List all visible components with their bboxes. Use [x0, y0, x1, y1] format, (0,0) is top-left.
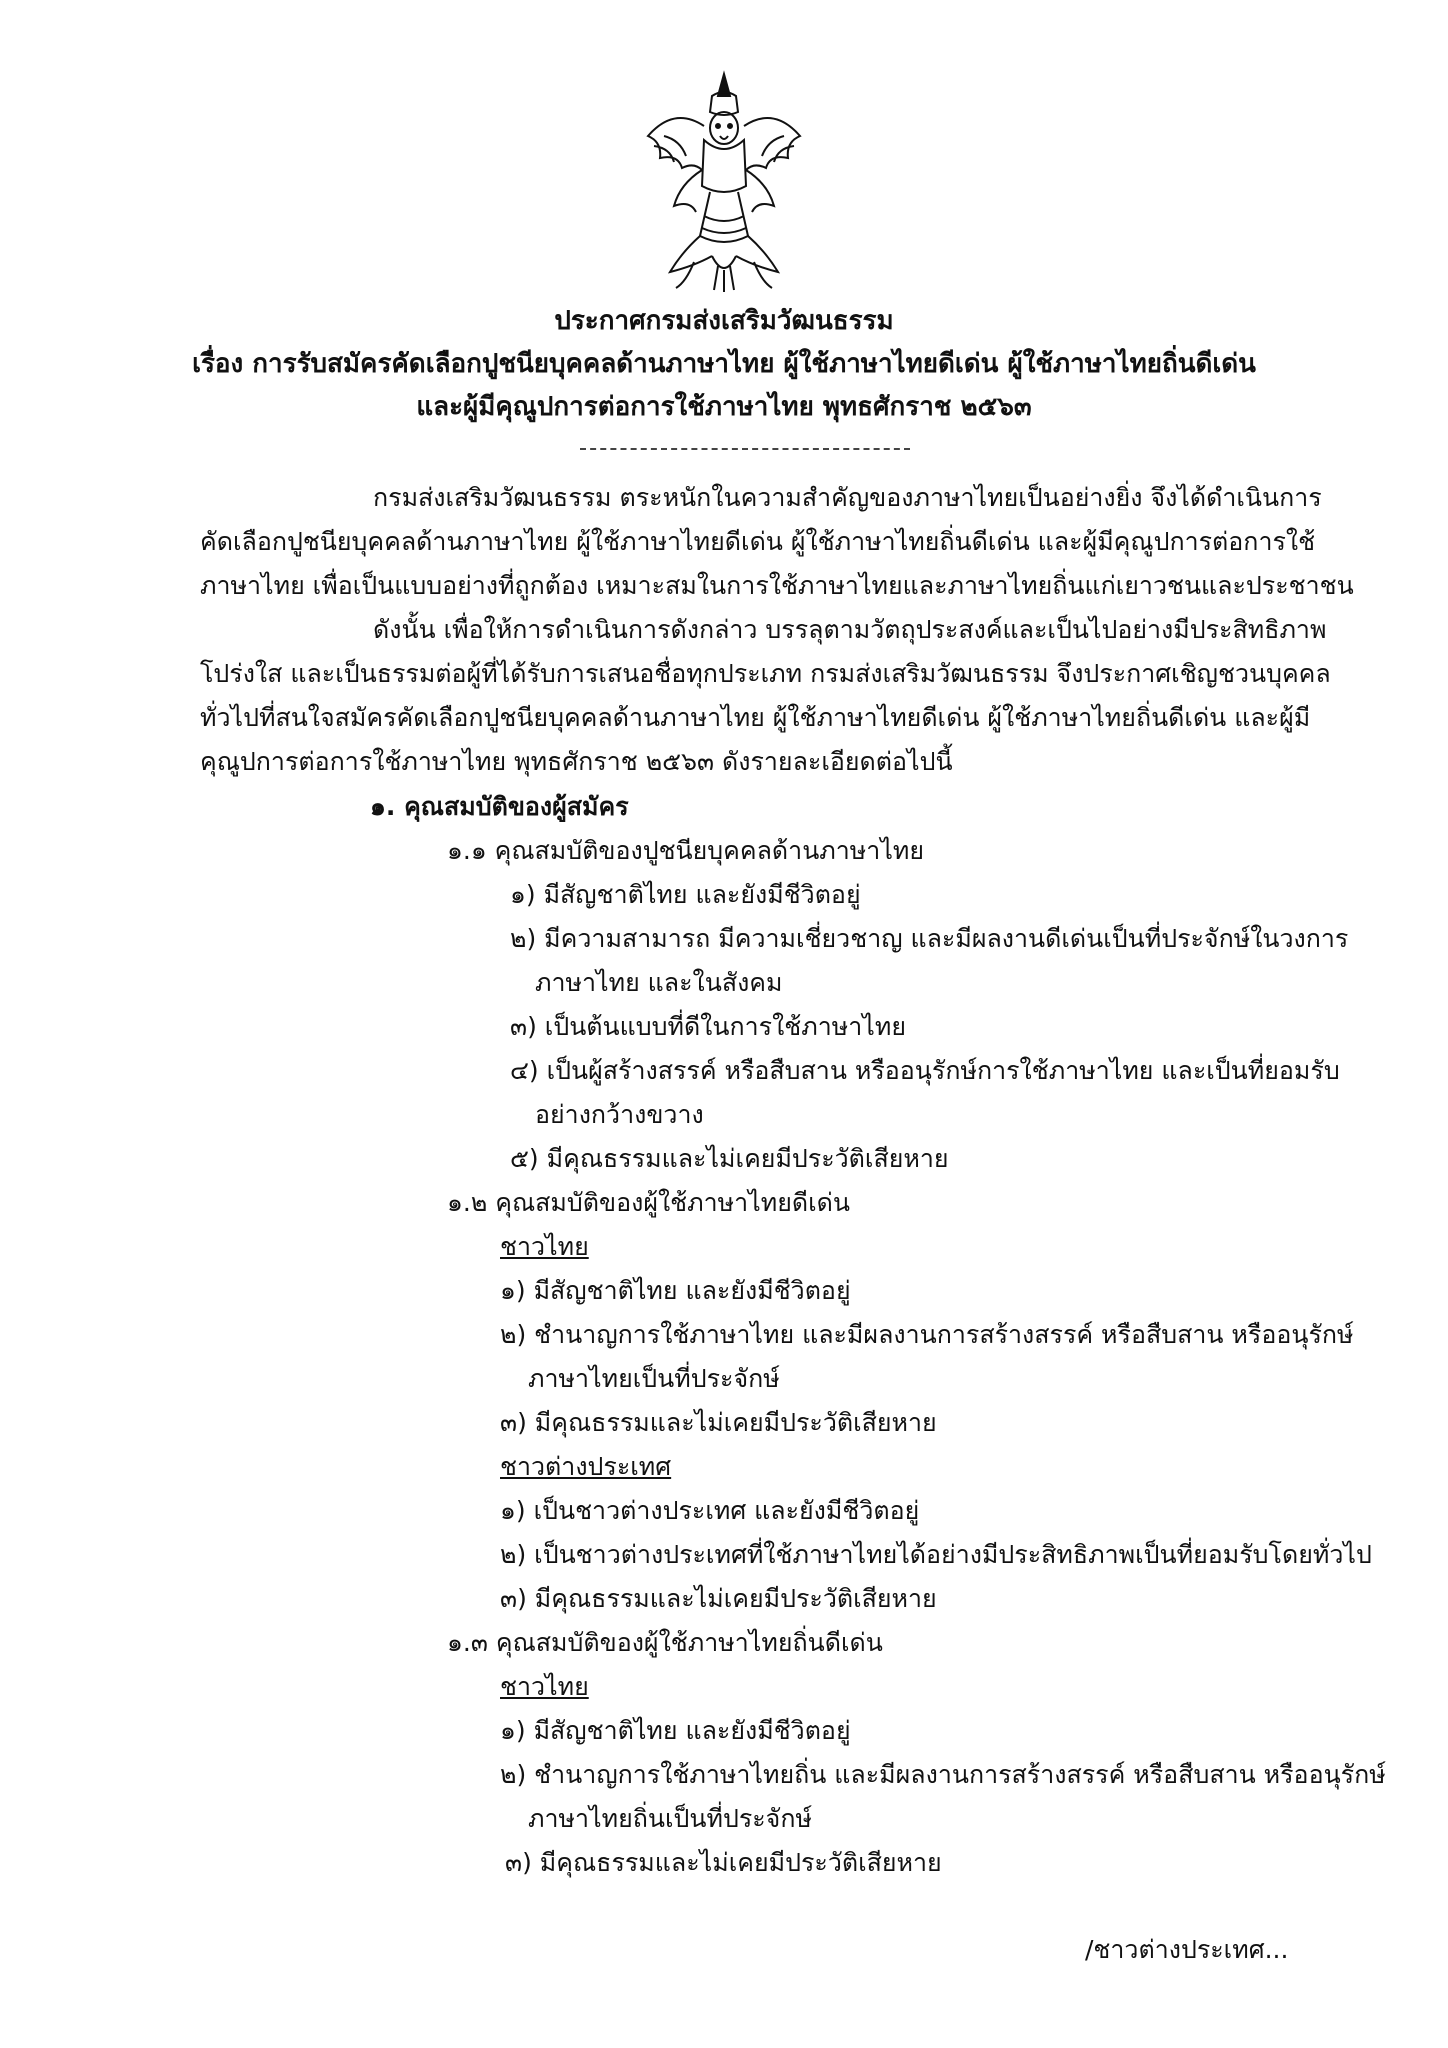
intro-line-2: คัดเลือกปูชนียบุคคลด้านภาษาไทย ผู้ใช้ภาษาไทยดีเด่น ผู้ใช้ภาษาไทยถิ่นดีเด่น และผู้มีคุณูปการต่อการใช้	[200, 527, 1316, 556]
intro-line-5: โปร่งใส และเป็นธรรมต่อผู้ที่ได้รับการเสนอชื่อทุกประเภท กรมส่งเสริมวัฒนธรรม จึงประกาศเชิญชวนบุคคล	[200, 659, 1331, 688]
list-item: ๕) มีคุณธรรมและไม่เคยมีประวัติเสียหาย	[510, 1144, 949, 1173]
announcement-title: ประกาศกรมส่งเสริมวัฒนธรรม	[554, 306, 894, 336]
list-item: ๑) มีสัญชาติไทย และยังมีชีวิตอยู่	[500, 1276, 851, 1305]
list-item-cont: อย่างกว้างขวาง	[535, 1100, 704, 1129]
announcement-subject: เรื่อง การรับสมัครคัดเลือกปูชนียบุคคลด้านภาษาไทย ผู้ใช้ภาษาไทยดีเด่น ผู้ใช้ภาษาไทยถิ่นดีเด่น	[192, 349, 1256, 379]
list-item-cont: ภาษาไทยเป็นที่ประจักษ์	[528, 1364, 780, 1393]
list-item: ๒) มีความสามารถ มีความเชี่ยวชาญ และมีผลงานดีเด่นเป็นที่ประจักษ์ในวงการ	[510, 924, 1349, 953]
continuation-note: /ชาวต่างประเทศ...	[1085, 1935, 1289, 1964]
list-item: ๔) เป็นผู้สร้างสรรค์ หรือสืบสาน หรืออนุรักษ์การใช้ภาษาไทย และเป็นที่ยอมรับ	[510, 1056, 1340, 1085]
list-item: ๑) มีสัญชาติไทย และยังมีชีวิตอยู่	[500, 1716, 851, 1745]
list-item-cont: ภาษาไทย และในสังคม	[535, 968, 783, 997]
intro-line-1: กรมส่งเสริมวัฒนธรรม ตระหนักในความสำคัญของภาษาไทยเป็นอย่างยิ่ง จึงได้ดำเนินการ	[373, 483, 1322, 512]
list-item: ๓) เป็นต้นแบบที่ดีในการใช้ภาษาไทย	[510, 1012, 906, 1041]
garuda-emblem	[634, 66, 814, 296]
group-label-thai: ชาวไทย	[500, 1232, 589, 1261]
group-label-foreign: ชาวต่างประเทศ	[500, 1452, 672, 1481]
announcement-subject-cont: และผู้มีคุณูปการต่อการใช้ภาษาไทย พุทธศักราช ๒๕๖๓	[416, 392, 1032, 422]
list-item: ๓) มีคุณธรรมและไม่เคยมีประวัติเสียหาย	[500, 1584, 937, 1613]
intro-line-4: ดังนั้น เพื่อให้การดำเนินการดังกล่าว บรรลุตามวัตถุประสงค์และเป็นไปอย่างมีประสิทธิภาพ	[373, 615, 1327, 644]
list-item: ๑) เป็นชาวต่างประเทศ และยังมีชีวิตอยู่	[500, 1496, 920, 1525]
group-label-thai: ชาวไทย	[500, 1672, 589, 1701]
intro-line-6: ทั่วไปที่สนใจสมัครคัดเลือกปูชนียบุคคลด้านภาษาไทย ผู้ใช้ภาษาไทยดีเด่น ผู้ใช้ภาษาไทยถิ่นดีเด่น และผู้มี	[200, 703, 1311, 732]
list-item-cont: ภาษาไทยถิ่นเป็นที่ประจักษ์	[528, 1804, 812, 1833]
list-item: ๒) ชำนาญการใช้ภาษาไทย และมีผลงานการสร้างสรรค์ หรือสืบสาน หรืออนุรักษ์	[500, 1320, 1354, 1349]
intro-line-3: ภาษาไทย เพื่อเป็นแบบอย่างที่ถูกต้อง เหมาะสมในการใช้ภาษาไทยและภาษาไทยถิ่นแก่เยาวชนและประชาชน	[200, 571, 1354, 600]
heading-divider	[580, 448, 910, 450]
section-1-2-title: ๑.๒ คุณสมบัติของผู้ใช้ภาษาไทยดีเด่น	[447, 1188, 850, 1217]
section-1-title: ๑. คุณสมบัติของผู้สมัคร	[370, 792, 629, 821]
section-1-3-title: ๑.๓ คุณสมบัติของผู้ใช้ภาษาไทยถิ่นดีเด่น	[447, 1628, 883, 1657]
list-item: ๒) เป็นชาวต่างประเทศที่ใช้ภาษาไทยได้อย่างมีประสิทธิภาพเป็นที่ยอมรับโดยทั่วไป	[500, 1540, 1372, 1569]
section-1-1-title: ๑.๑ คุณสมบัติของปูชนียบุคคลด้านภาษาไทย	[447, 836, 925, 865]
list-item: ๓) มีคุณธรรมและไม่เคยมีประวัติเสียหาย	[500, 1408, 937, 1437]
list-item: ๑) มีสัญชาติไทย และยังมีชีวิตอยู่	[510, 880, 861, 909]
list-item: ๒) ชำนาญการใช้ภาษาไทยถิ่น และมีผลงานการสร้างสรรค์ หรือสืบสาน หรืออนุรักษ์	[500, 1760, 1386, 1789]
intro-line-7: คุณูปการต่อการใช้ภาษาไทย พุทธศักราช ๒๕๖๓ ดังรายละเอียดต่อไปนี้	[200, 747, 953, 776]
list-item: ๓) มีคุณธรรมและไม่เคยมีประวัติเสียหาย	[505, 1848, 942, 1877]
